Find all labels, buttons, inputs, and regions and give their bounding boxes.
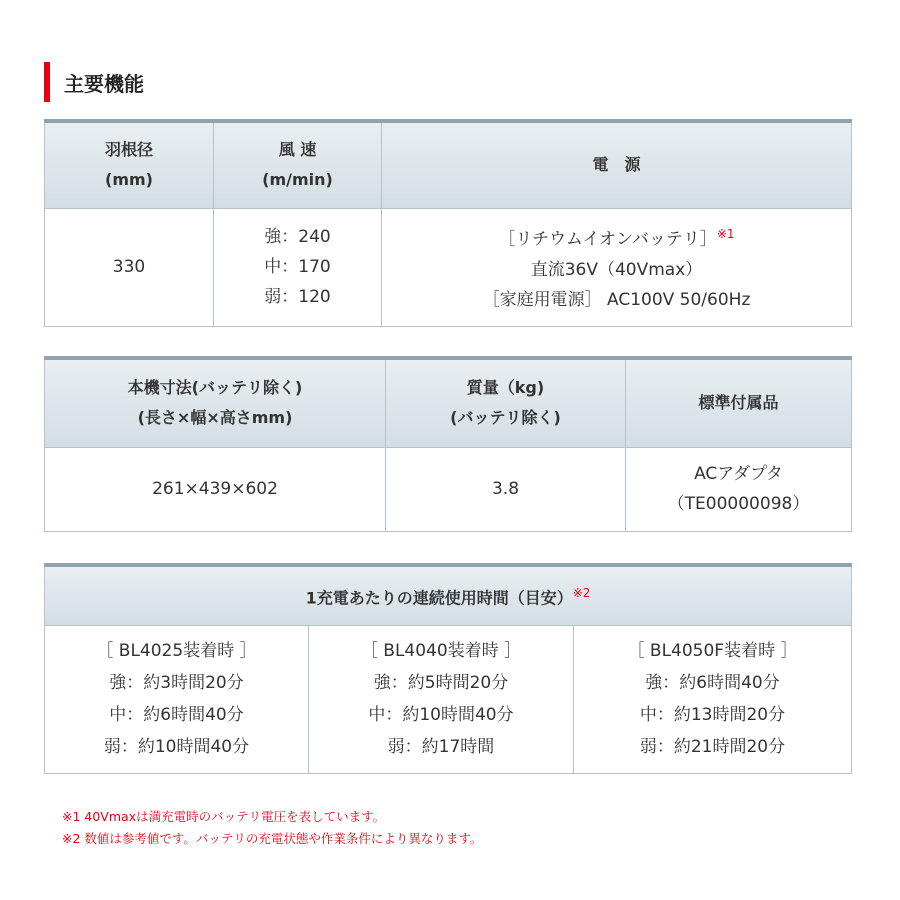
battery-label: ［ BL4025装着時 ］ xyxy=(96,641,257,661)
wind-speed-low: 弱：120 xyxy=(264,287,331,307)
header-unit: (長さ×幅×高さmm) xyxy=(137,408,293,428)
section-title: 主要機能 xyxy=(64,71,144,96)
table-row xyxy=(45,447,852,531)
wind-speed-high: 強：240 xyxy=(264,227,331,247)
battery-label: ［ BL4050F装着時 ］ xyxy=(627,641,798,661)
runtime-low: 弱：約17時間 xyxy=(387,737,495,757)
header-wind-speed xyxy=(214,121,382,208)
header-unit: (m/min) xyxy=(262,170,333,190)
power-battery-text: ［リチウムイオンバッテリ］ xyxy=(498,229,717,250)
runtime-mid: 中：約10時間40分 xyxy=(368,705,514,725)
cell-wind-speed xyxy=(214,208,382,326)
header-blade-diameter xyxy=(45,121,214,208)
runtime-low: 弱：約10時間40分 xyxy=(103,737,250,757)
header-text: 電 源 xyxy=(592,155,641,175)
cell-mass: 3.8 xyxy=(386,447,626,531)
runtime-high: 強：約6時間40分 xyxy=(645,673,780,693)
runtime-mid: 中：約6時間40分 xyxy=(109,705,244,725)
cell-power-source xyxy=(382,208,852,326)
footnote-2: ※2 数値は参考値です。バッテリの充電状態や作業条件により異なります。 xyxy=(62,831,483,846)
runtime-high: 強：約3時間20分 xyxy=(109,673,244,693)
header-power-source xyxy=(382,121,852,208)
footnote-ref-1: ※1 xyxy=(716,227,735,242)
table-header-row xyxy=(45,121,852,208)
header-text: 本機寸法(バッテリ除く) xyxy=(127,378,303,398)
spec-table-dimensions xyxy=(44,356,852,532)
battery-label: ［ BL4040装着時 ］ xyxy=(360,641,522,661)
table-row xyxy=(45,625,852,773)
header-unit: (バッテリ除く) xyxy=(450,408,561,428)
header-text: 質量（kg) xyxy=(466,378,545,398)
header-runtime xyxy=(45,565,852,625)
table-row xyxy=(45,208,852,326)
accessory-code: （TE00000098） xyxy=(667,494,810,514)
runtime-mid: 中：約13時間20分 xyxy=(639,705,786,725)
cell-runtime-bl4025 xyxy=(45,625,309,773)
accessory-name: ACアダプタ xyxy=(694,464,783,484)
power-dc-line: 直流36V（40Vmax） xyxy=(530,259,703,280)
footnote-ref-2: ※2 xyxy=(572,586,591,601)
footnote-1: ※1 40Vmaxは満充電時のバッテリ電圧を表しています。 xyxy=(62,809,386,824)
header-dimensions xyxy=(45,358,386,447)
runtime-low: 弱：約21時間20分 xyxy=(639,737,786,757)
power-battery-line xyxy=(382,219,851,255)
cell-blade-diameter: 330 xyxy=(45,208,214,326)
runtime-table xyxy=(44,563,852,774)
cell-dimensions: 261×439×602 xyxy=(45,447,386,531)
header-accessories xyxy=(626,358,852,447)
header-unit: (mm) xyxy=(105,170,153,190)
cell-runtime-bl4050f xyxy=(574,625,852,773)
table-header-row xyxy=(45,565,852,625)
cell-accessories xyxy=(626,447,852,531)
spec-table-basic xyxy=(44,119,852,327)
header-mass xyxy=(386,358,626,447)
runtime-high: 強：約5時間20分 xyxy=(373,673,509,693)
power-ac-line: ［家庭用電源］ AC100V 50/60Hz xyxy=(482,289,751,310)
table-header-row xyxy=(45,358,852,447)
section-heading xyxy=(44,62,144,102)
cell-runtime-bl4040 xyxy=(309,625,574,773)
wind-speed-mid: 中：170 xyxy=(264,257,331,277)
heading-accent-bar xyxy=(44,62,50,102)
header-text: 1充電あたりの連続使用時間（目安） xyxy=(305,588,573,608)
header-text: 羽根径 xyxy=(104,140,153,160)
footnotes xyxy=(62,806,482,850)
header-text: 標準付属品 xyxy=(698,393,779,413)
header-text: 風 速 xyxy=(278,140,317,160)
